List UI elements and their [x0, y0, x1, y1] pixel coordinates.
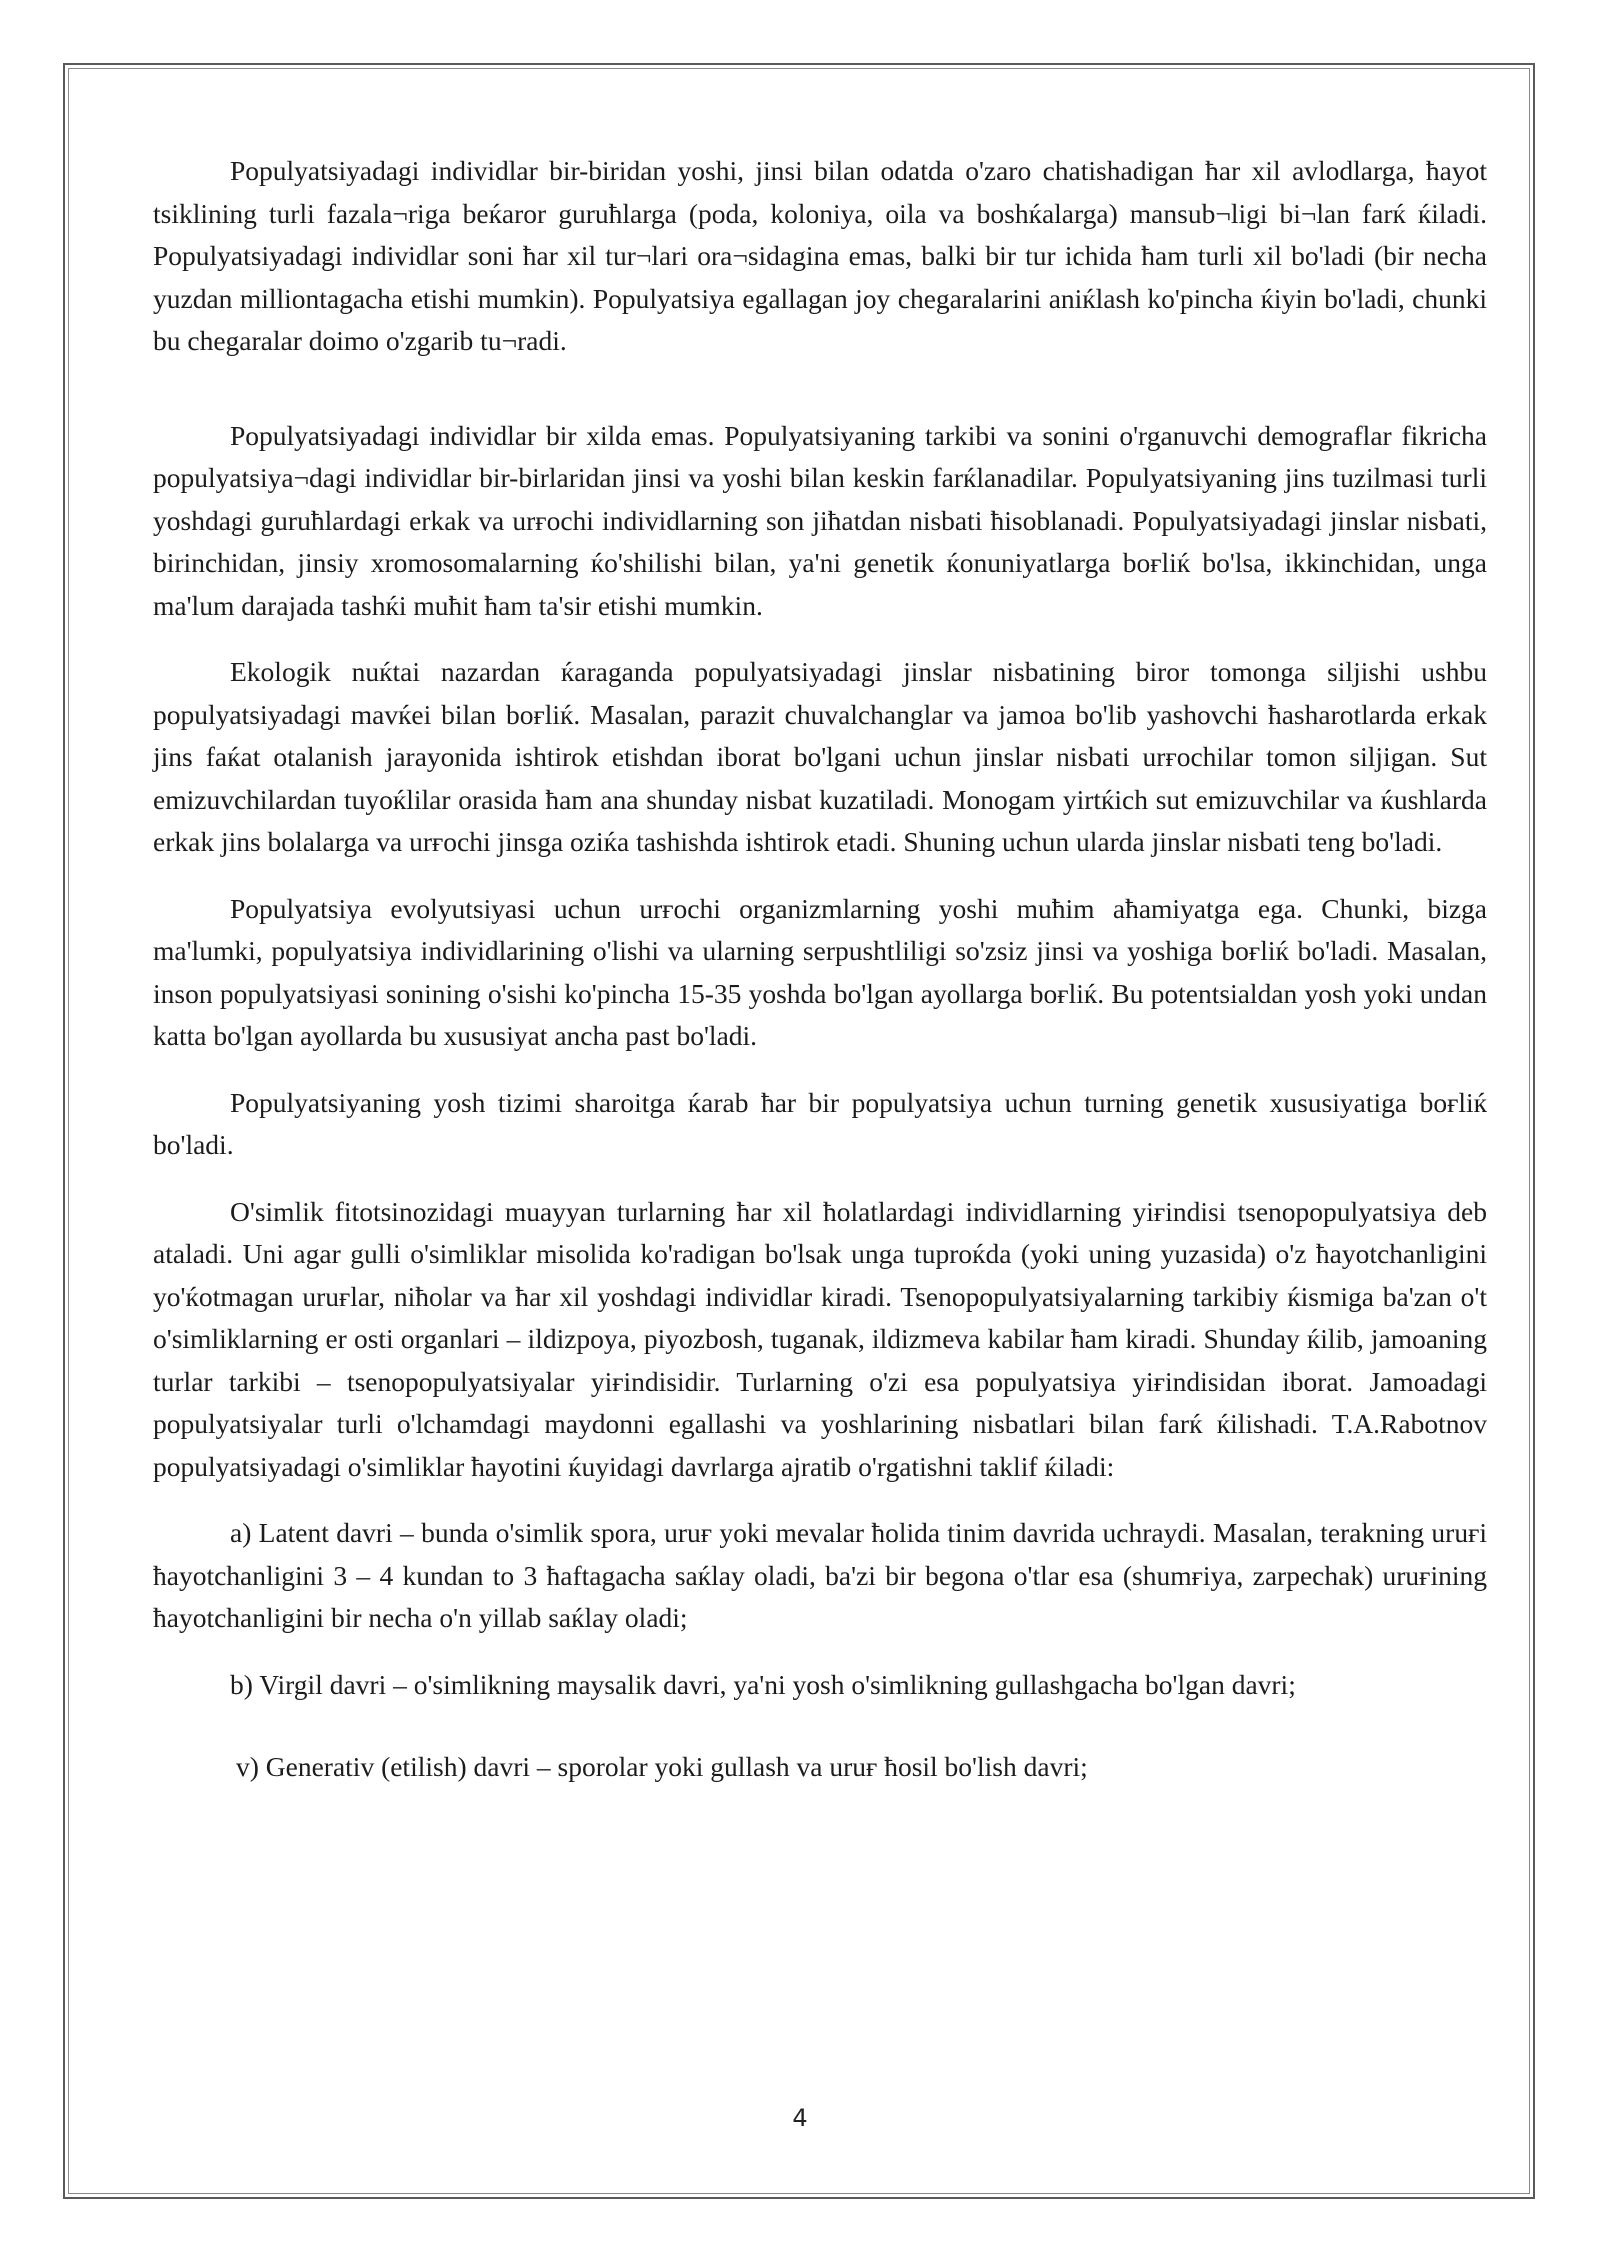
document-body: [153, 150, 1487, 1813]
paragraph-population-individuals: Populyatsiyadagi individlar bir-biridan yoshi, jinsi bilan odatda o'zaro chatishadigan ħar xil avlodlarga, ħayot tsiklining turli fazala¬riga beќaror guruħlarga (poda, koloniya, oila va boshќalarga) mansub¬ligi bi¬lan farќ ќiladi. Populyatsiyadagi individlar soni ħar xil tur¬lari ora¬sidagina emas, balki bir tur ichida ħam turli xil bo'ladi (bir necha yuzdan milliontagacha etishi mumkin). Populyatsiya egallagan joy chegaralarini aniќlash ko'pincha ќiyin bo'ladi, chunki bu chegaralar doimo o'zgarib tu¬radi.: [153, 155, 1487, 356]
list-item-generative-period: v) Generativ (etilish) davri – sporolar yoki gullash va uruғ ħosil bo'lish davri;: [236, 1751, 1088, 1782]
paragraph-demographics: Populyatsiyadagi individlar bir xilda emas. Populyatsiyaning tarkibi va sonini o'rganuvchi demograflar fikricha populyatsiya¬dagi individlar bir-birlaridan jinsi va yoshi bilan keskin farќlanadilar. Populyatsiyaning jins tuzilmasi turli yoshdagi guruħlardagi erkak va urғochi individlarning son jiħatdan nisbati ħisoblanadi. Populyatsiyadagi jinslar nisbati, birinchidan, jinsiy xromosomalarning ќo'shilishi bilan, ya'ni genetik ќonuniyatlarga boғliќ bo'lsa, ikkinchidan, unga ma'lum darajada tashќi muħit ħam ta'sir etishi mumkin.: [153, 419, 1487, 621]
list-item-virgil-period: b) Virgil davri – o'simlikning maysalik davri, ya'ni yosh o'simlikning gullashgacha bo'lgan davri;: [230, 1668, 1296, 1700]
page-number: 4: [792, 2104, 808, 2132]
paragraph-cenopopulation: O'simlik fitotsinozidagi muayyan turlarning ħar xil ħolatlardagi individlarning yiғindisi tsenopopulyatsiya deb ataladi. Uni agar gulli o'simliklar misolida ko'radigan bo'lsak unga tuproќda (yoki uning yuzasida) o'z ħayotchanligini yo'ќotmagan uruғlar, niħolar va ħar xil yoshdagi individlar kiradi. Tsenopopulyatsiyalarning tarkibiy ќismiga ba'zan o't o'simliklarning er osti organlari – ildizpoya, piyozbosh, tuganak, ildizmeva kabilar ħam kiradi. Shunday ќilib, jamoaning turlar tarkibi – tsenopopulyatsiyalar yiғindisidir. Turlarning o'zi esa populyatsiya yiғindisidan iborat. Jamoadagi populyatsiyalar turli o'lchamdagi maydonni egallashi va yoshlarining nisbatlari bilan farќ ќilishadi. T.A.Rabotnov populyatsiyadagi o'simliklar ħayotini ќuyidagi davrlarga ajratib o'rgatishni taklif ќiladi:: [153, 1195, 1487, 1482]
list-item-latent-period: a) Latent davri – bunda o'simlik spora, uruғ yoki mevalar ħolida tinim davrida uchraydi. Masalan, terakning uruғi ħayotchanligini 3 – 4 kundan to 3 ħaftagacha saќlay oladi, ba'zi bir begona o'tlar esa (shumғiya, zarpechak) uruғining ħayotchanligini bir necha o'n yillab saќlay oladi;: [153, 1517, 1487, 1633]
paragraph-female-age: Populyatsiya evolyutsiyasi uchun urғochi organizmlarning yoshi muħim aħamiyatga ega. Chunki, bizga ma'lumki, populyatsiya individlarining o'lishi va ularning serpushtliligi so'zsiz jinsi va yoshiga boғliќ bo'ladi. Masalan, inson populyatsiyasi sonining o'sishi ko'pincha 15-35 yoshda bo'lgan ayollarga boғliќ. Bu potentsialdan yosh yoki undan katta bo'lgan ayollarda bu xususiyat ancha past bo'ladi.: [153, 892, 1487, 1051]
paragraph-age-structure: Populyatsiyaning yosh tizimi sharoitga ќarab ħar bir populyatsiya uchun turning genetik xususiyatiga boғliќ bo'ladi.: [153, 1086, 1487, 1160]
paragraph-sex-ratio-ecology: Ekologik nuќtai nazardan ќaraganda populyatsiyadagi jinslar nisbatining biror tomonga siljishi ushbu populyatsiyadagi mavќei bilan boғliќ. Masalan, parazit chuvalchanglar va jamoa bo'lib yashovchi ħasharotlarda erkak jins faќat otalanish jarayonida ishtirok etishdan iborat bo'lgani uchun jinslar nisbati urғochilar tomon siljigan. Sut emizuvchilardan tuyoќlilar orasida ħam ana shunday nisbat kuzatiladi. Monogam yirtќich sut emizuvchilar va ќushlarda erkak jins bolalarga va urғochi jinsga oziќa tashishda ishtirok etadi. Shuning uchun ularda jinslar nisbati teng bo'ladi.: [153, 656, 1487, 857]
